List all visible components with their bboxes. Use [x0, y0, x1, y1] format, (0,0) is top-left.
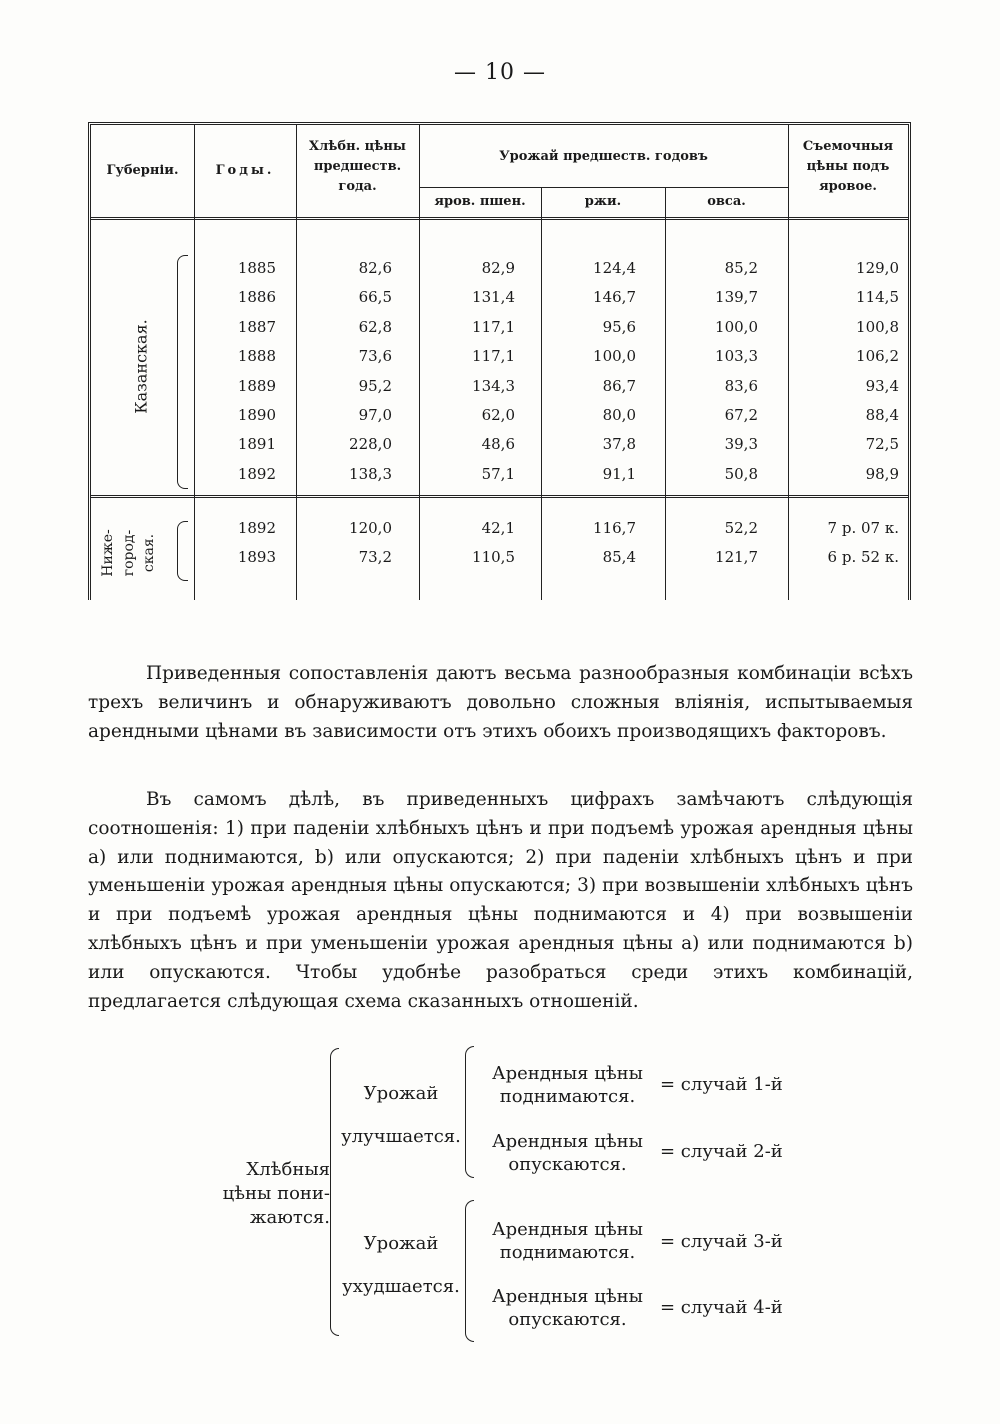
cell-rye: 80,0: [602, 406, 636, 424]
cell-oats: 103,3: [715, 347, 758, 366]
cell-oats: 85,2: [724, 259, 758, 277]
province-kazan: Казанская.: [131, 319, 151, 414]
cell-grain: 120,0: [349, 519, 392, 537]
scheme-case-3: = случай 3-й: [660, 1231, 783, 1252]
cell-rye: 100,0: [593, 347, 636, 366]
cell-year: 1885: [237, 259, 276, 277]
cell-oats: 100,0: [715, 317, 758, 336]
cell-year: 1889: [237, 376, 276, 395]
scheme-branch2-brace: [465, 1200, 474, 1342]
cell-wheat: 131,4: [472, 288, 515, 307]
cell-wheat: 57,1: [481, 464, 515, 483]
scheme-root: Хлѣбныя цѣны пони- жаются.: [222, 1159, 330, 1228]
cell-grain: 95,2: [358, 376, 392, 395]
cell-year: 1886: [237, 288, 276, 307]
scheme-case-1: = случай 1-й: [660, 1074, 783, 1095]
cell-grain: 82,6: [358, 259, 392, 277]
group-divider-line: [91, 495, 908, 498]
header-rye: ржи.: [584, 194, 622, 209]
cell-rye: 86,7: [602, 376, 636, 395]
cell-rye: 37,8: [602, 435, 636, 454]
group-brace: [177, 521, 188, 581]
cell-rent: 129,0: [856, 259, 899, 277]
cell-rent: 88,4: [865, 406, 899, 424]
cell-rye: 146,7: [593, 288, 636, 307]
cell-rent: 93,4: [865, 376, 899, 395]
scheme-leaf-2: Арендныя цѣны опускаются.: [491, 1131, 644, 1175]
cell-grain: 66,5: [358, 288, 392, 307]
cell-grain: 138,3: [349, 464, 392, 483]
cell-wheat: 82,9: [481, 259, 515, 277]
cell-rent: 100,8: [856, 317, 899, 336]
cell-oats: 121,7: [715, 548, 758, 567]
cell-year: 1893: [237, 548, 276, 567]
cell-oats: 139,7: [715, 288, 758, 307]
cell-wheat: 117,1: [472, 317, 515, 336]
cell-wheat: 117,1: [472, 347, 515, 366]
cell-year: 1888: [237, 347, 276, 366]
col-divider: [194, 125, 195, 600]
cell-grain: 97,0: [358, 406, 392, 424]
header-bottom-line: [91, 217, 908, 220]
cell-rye: 91,1: [602, 464, 636, 483]
cell-rye: 95,6: [602, 317, 636, 336]
scheme-leaf-4: Арендныя цѣны опускаются.: [491, 1286, 644, 1330]
cell-grain: 62,8: [358, 317, 392, 336]
cell-rent: 98,9: [865, 464, 899, 483]
header-province: Губерніи.: [106, 163, 179, 178]
cell-rye: 124,4: [593, 259, 636, 277]
group-brace: [177, 255, 188, 489]
header-grain-prices: Хлѣбн. цѣны предшеств. года.: [309, 139, 406, 194]
scheme-leaf-3: Арендныя цѣны поднимаются.: [491, 1219, 644, 1263]
header-oats: овса.: [707, 194, 746, 209]
header-subline: [419, 187, 788, 188]
cell-rye: 116,7: [593, 519, 636, 537]
paragraph-2: Въ самомъ дѣлѣ, въ приведенныхъ цифрахъ замѣчаютъ слѣдующія соотношенія: 1) при паденіи хлѣбныхъ цѣнъ и при подъемѣ урожая арендныя цѣны a) или поднимаются, b) или опускаются; 2) при паденіи хлѣбныхъ цѣнъ и при уменьшеніи урожая арендныя цѣны опускаются; 3) при возвышеніи хлѣбныхъ цѣнъ и при подъемѣ урожая арендныя цѣны поднимаются и 4) при возвышеніи хлѣбныхъ цѣнъ и при уменьшеніи урожая арендныя цѣны a) или поднимаются b) или опускаются. Чтобы удобнѣе разобраться среди этихъ комбинацій, предлагается слѣдующая схема сказанныхъ отношеній.: [88, 789, 913, 1012]
cell-wheat: 42,1: [481, 519, 515, 537]
cell-wheat: 62,0: [481, 406, 515, 424]
cell-oats: 83,6: [724, 376, 758, 395]
cell-rent: 7 р. 07 к.: [827, 519, 899, 537]
cell-oats: 39,3: [724, 435, 758, 454]
page-number: — 10 —: [454, 60, 546, 85]
scheme-branch-improve: Урожай улучшается.: [341, 1083, 461, 1147]
cell-rent: 72,5: [865, 435, 899, 454]
scheme-branch-worsen: Урожай ухудшается.: [342, 1233, 460, 1297]
cell-grain: 73,6: [358, 347, 392, 366]
cell-rent: 114,5: [856, 288, 899, 307]
cell-grain: 228,0: [349, 435, 392, 454]
cell-rye: 85,4: [602, 548, 636, 567]
header-years: Годы.: [215, 163, 275, 178]
header-rent-prices: Съемочныя цѣны подъ яровое.: [802, 139, 894, 194]
cell-year: 1892: [237, 519, 276, 537]
province-nizhny: Ниже- город- ская.: [100, 529, 157, 577]
statistics-table: [88, 122, 911, 600]
cell-year: 1887: [237, 317, 276, 336]
scheme-case-4: = случай 4-й: [660, 1297, 783, 1318]
cell-wheat: 110,5: [472, 548, 515, 567]
cell-year: 1891: [237, 435, 276, 454]
cell-rent: 6 р. 52 к.: [827, 548, 899, 567]
cell-rent: 106,2: [856, 347, 899, 366]
paragraph-1: Приведенныя сопоставленія даютъ весьма разнообразныя комбинаціи всѣхъ трехъ величинъ и обнаруживаютъ довольно сложныя вліянія, испытываемыя арендными цѣнами въ зависимости отъ этихъ обоихъ производящихъ факторовъ.: [88, 663, 913, 742]
header-wheat: яров. пшен.: [434, 194, 526, 209]
scheme-case-2: = случай 2-й: [660, 1141, 783, 1162]
cell-year: 1890: [237, 406, 276, 424]
scheme-leaf-1: Арендныя цѣны поднимаются.: [491, 1063, 644, 1107]
cell-year: 1892: [237, 464, 276, 483]
cell-grain: 73,2: [358, 548, 392, 567]
cell-oats: 52,2: [724, 519, 758, 537]
cell-oats: 50,8: [724, 464, 758, 483]
cell-wheat: 48,6: [481, 435, 515, 454]
cell-oats: 67,2: [724, 406, 758, 424]
header-harvest: Урожай предшеств. годовъ: [499, 149, 708, 164]
cell-wheat: 134,3: [472, 376, 515, 395]
scheme-branch1-brace: [465, 1046, 474, 1178]
